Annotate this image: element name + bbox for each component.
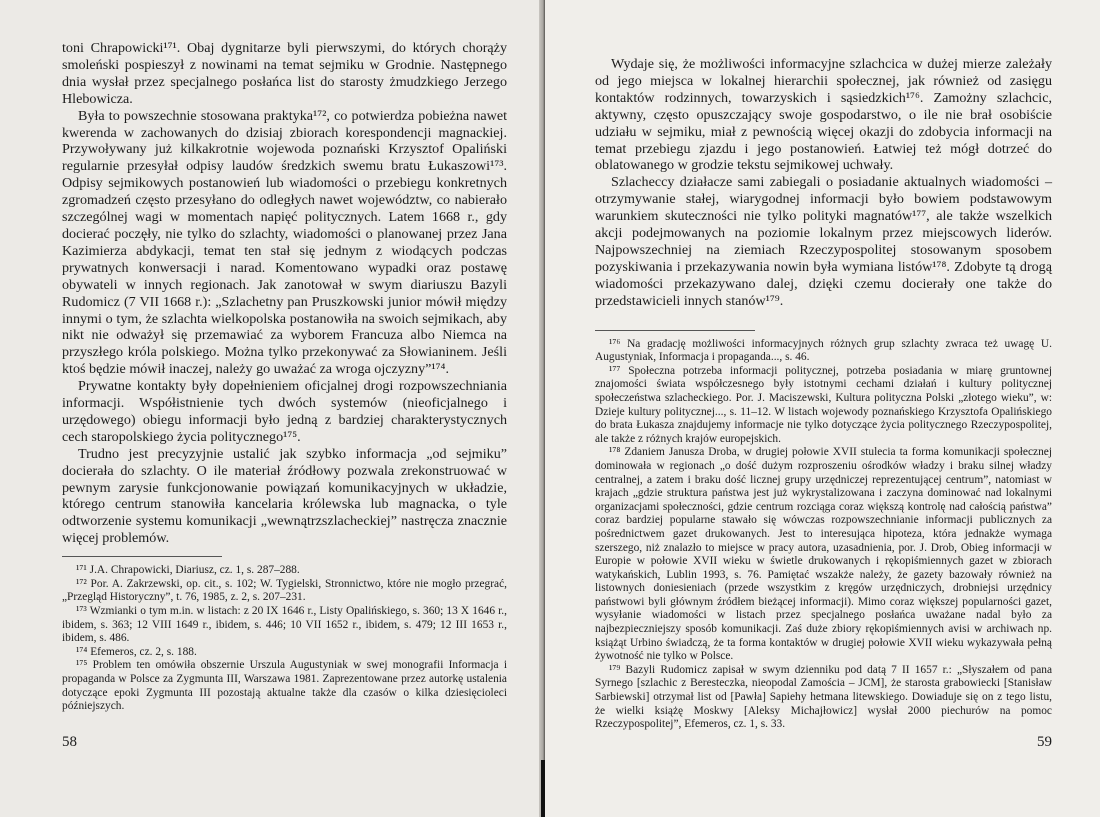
paragraph: Wydaje się, że możliwości informacyjne szlachcica w dużej mierze zależały od jego miejsca w lokalnej hierarchii społecznej, jak również od zasięgu kontaktów rodzinnych, towarzyskich i sąsiedzkich¹⁷⁶. Zamożny szlachcic, aktywny, często opuszczający swoje gospodarstwo, o ile nie brał osobiście udziału w sejmiku, miał z pewnością więcej okazji do zdobycia informacji na temat przebiegu zjazdu i jego postanowień. Łatwiej też mógł dotrzeć do oblatowanego w grodzie tekstu sejmikowej uchwały. (595, 56, 1052, 174)
footnote: ¹⁷⁸ Zdaniem Janusza Droba, w drugiej połowie XVII stulecia ta forma komunikacji społecznej dominowała w regionach „o dość dużym rozproszeniu ośrodków władzy i braku silnej władzy centralnej, a zatem i braku dość licznej grupy urzędniczej reprezentującej centrum”, natomiast w krajach „gdzie struktura państwa jest już wykrystalizowana i zaczyna dominować nad lokalnymi organizacjami społeczności, gdzie centrum rozciąga coraz większą kontrolę nad całością państwa” coraz bardziej popularne stawało się wówczas rozpowszechnianie informacji publicznych za pośrednictwem gazet drukowanych. Jest to interesująca hipoteza, która jednakże wymaga szerszego, niż znalazło to miejsce w pracy autora, uzasadnienia, por. J. Drob, Obieg informacji w Europie w połowie XVII wieku w świetle drukowanych i rękopiśmiennych gazet w zbiorach watykańskich, Lublin 1993, s. 76. Pamiętać wszakże należy, że gazety bazowały również na listownych doniesieniach (przede wszystkim z kręgów urzędniczych, drobniejsi urzędnicy państwowi byli głównym źródłem bieżącej informacji). Mimo coraz większej popularności gazet, wysyłanie wiadomości w listach przez specjalnego posłańca uważane nadal było za najbezpieczniejszy sposób komunikacji. Zaś duże zbiory rękopiśmiennych avisi w archiwach np. książąt Urbino świadczą, że ta forma kontaktów w drugiej połowie XVII wieku wykazywała pełną żywotność nie tylko w Polsce. (595, 446, 1052, 663)
footnote-rule (595, 330, 755, 331)
right-footnotes (595, 338, 1052, 732)
footnote: ¹⁷³ Wzmianki o tym m.in. w listach: z 20 IX 1646 r., Listy Opalińskiego, s. 360; 13 X 1646 r., ibidem, s. 363; 12 VIII 1649 r., ibidem, s. 446; 10 VII 1652 r., ibidem, s. 479; 12 III 1653 r., ibidem, s. 486. (62, 604, 507, 645)
page-number-left: 58 (62, 734, 77, 750)
footnote: ¹⁷¹ J.A. Chrapowicki, Diariusz, cz. 1, s. 287–288. (76, 564, 300, 577)
footnote: ¹⁷⁵ Problem ten omówiła obszernie Urszula Augustyniak w swej monografii Informacja i propaganda w Polsce za Zygmunta III, Warszawa 1981. Zaprezentowane przez autorkę ustalenia dotyczące epoki Zygmunta III pozostają aktualne także dla czasów o kilka dziesięcioleci późniejszych. (62, 659, 507, 713)
left-footnotes (62, 564, 507, 714)
footnote-rule (62, 556, 222, 557)
paragraph: Była to powszechnie stosowana praktyka¹⁷², co potwierdza pobieżna nawet kwerenda w zachowanych do dzisiaj zbiorach korespondencji magnackiej. Przywoływany już kilkakrotnie wojewoda poznański Krzysztof Opaliński regularnie przesyłał odpisy laudów średzkich swemu bratu Łukaszowi¹⁷³. Odpisy sejmikowych postanowień lub wiadomości o przebiegu konkretnych zgromadzeń często przesyłano do odległych nawet województw, co nabierało szczególnej wagi w momentach napięć politycznych. Latem 1668 r., gdy docierać poczęły, nie tylko do szlachty, wiadomości o planowanej przez Jana Kazimierza abdykacji, temat ten stał się jednym z wiodących podczas prywatnych konwersacji i narad. Komentowano wypadki oraz postawę obywateli w innych regionach. Jak zanotował w swym diariuszu Bazyli Rudomicz (7 VII 1668 r.): „Szlachetny pan Pruszkowski junior mówił między innymi o tym, że szlachta wielkopolska postanowiła na swoich sejmikach, aby nikt nie odważył się przemawiać za wyborem Francuza albo Niemca na przyszłego króla polskiego. Można tylko przekonywać za Słowianinem. Jeśli ktoś będzie mówił inaczej, należy go uważać za wroga ojczyzny”¹⁷⁴. (62, 107, 507, 378)
page-number-right: 59 (1037, 734, 1052, 750)
left-body-text (62, 40, 507, 547)
right-body-text (595, 56, 1052, 310)
paragraph: Trudno jest precyzyjnie ustalić jak szybko informacja „od sejmiku” docierała do szlachty. O ile materiał źródłowy pozwala zrekonstruować w pewnym zarysie funkcjonowanie powiązań komunikacyjnych w układzie, którego centrum stanowiła kancelaria królewska lub magnacka, o tyle odtworzenie systemu komunikacji „wewnątrzszlacheckiej” nastręcza znacznie więcej problemów. (62, 445, 507, 547)
paragraph: Prywatne kontakty były dopełnieniem oficjalnej drogi rozpowszechniania informacji. Współistnienie tych dwóch systemów (nieoficjalnego i urzędowego) obiegu informacji było jedną z bardziej charakterystycznych cech staropolskiego życia politycznego¹⁷⁵. (62, 378, 507, 445)
right-page (545, 0, 1100, 817)
paragraph: Szlacheccy działacze sami zabiegali o posiadanie aktualnych wiadomości – otrzymywanie stałej, wiarygodnej informacji było bowiem podstawowym warunkiem skuteczności nie tylko polityki magnatów¹⁷⁷, ale także wszelkich akcji podejmowanych na poziomie lokalnym przez miejscowych liderów. Najpowszechniej na ziemiach Rzeczypospolitej stosowanym sposobem pozyskiwania i przekazywania nowin była wymiana listów¹⁷⁸. Zdobyte tą drogą wiadomości przekazywano dalej, dzięki czemu docierały one także do przedstawicieli innych stanów¹⁷⁹. (595, 174, 1052, 309)
footnote: ¹⁷⁴ Efemeros, cz. 2, s. 188. (76, 645, 197, 658)
footnote: ¹⁷² Por. A. Zakrzewski, op. cit., s. 102; W. Tygielski, Stronnictwo, które nie mogło przegrać, „Przegląd Historyczny”, t. 76, 1985, z. 2, s. 207–231. (62, 577, 507, 604)
left-page (0, 0, 545, 817)
paragraph: toni Chrapowicki¹⁷¹. Obaj dygnitarze byli pierwszymi, do których chorąży smoleński pospieszył z nowinami na temat sejmiku w Grodnie. Następnego dnia wysłał przez specjalnego posłańca list do starosty żmudzkiego Jerzego Hlebowicza. (62, 40, 507, 107)
footnote: ¹⁷⁶ Na gradację możliwości informacyjnych różnych grup szlachty zwraca też uwagę U. Augustyniak, Informacja i propaganda..., s. 46. (595, 337, 1052, 364)
footnote: ¹⁷⁹ Bazyli Rudomicz zapisał w swym dzienniku pod datą 7 II 1657 r.: „Słyszałem od pana Syrnego [szlachic z Beresteczka, nieopodal Zamościa – JCM], że starosta grabowiecki [Stanisław Sarbiewski] otrzymał list od [Pawła] Sapiehy hetmana litewskiego. Dowiaduje się on z tego listu, że wielki książę Moskwy [Aleksy Michajłowicz] wysłał 2000 piechurów na pomoc Rzeczypospolitej”, Efemeros, cz. 1, s. 33. (595, 663, 1052, 731)
footnote: ¹⁷⁷ Społeczna potrzeba informacji politycznej, potrzeba posiadania w miarę gruntownej znajomości świata współczesnego były istotnymi cechami działań i kultury politycznej społeczeństwa szlacheckiego. Por. J. Maciszewski, Kultura polityczna Polski „złotego wieku”, w: Dzieje kultury politycznej..., s. 11–12. W listach wojewody poznańskiego Krzysztofa Opalińskiego do brata Łukasza znajdujemy informacje nie tylko dotyczące życia politycznego Rzeczypospolitej, ale także z różnych krajów europejskich. (595, 364, 1052, 445)
